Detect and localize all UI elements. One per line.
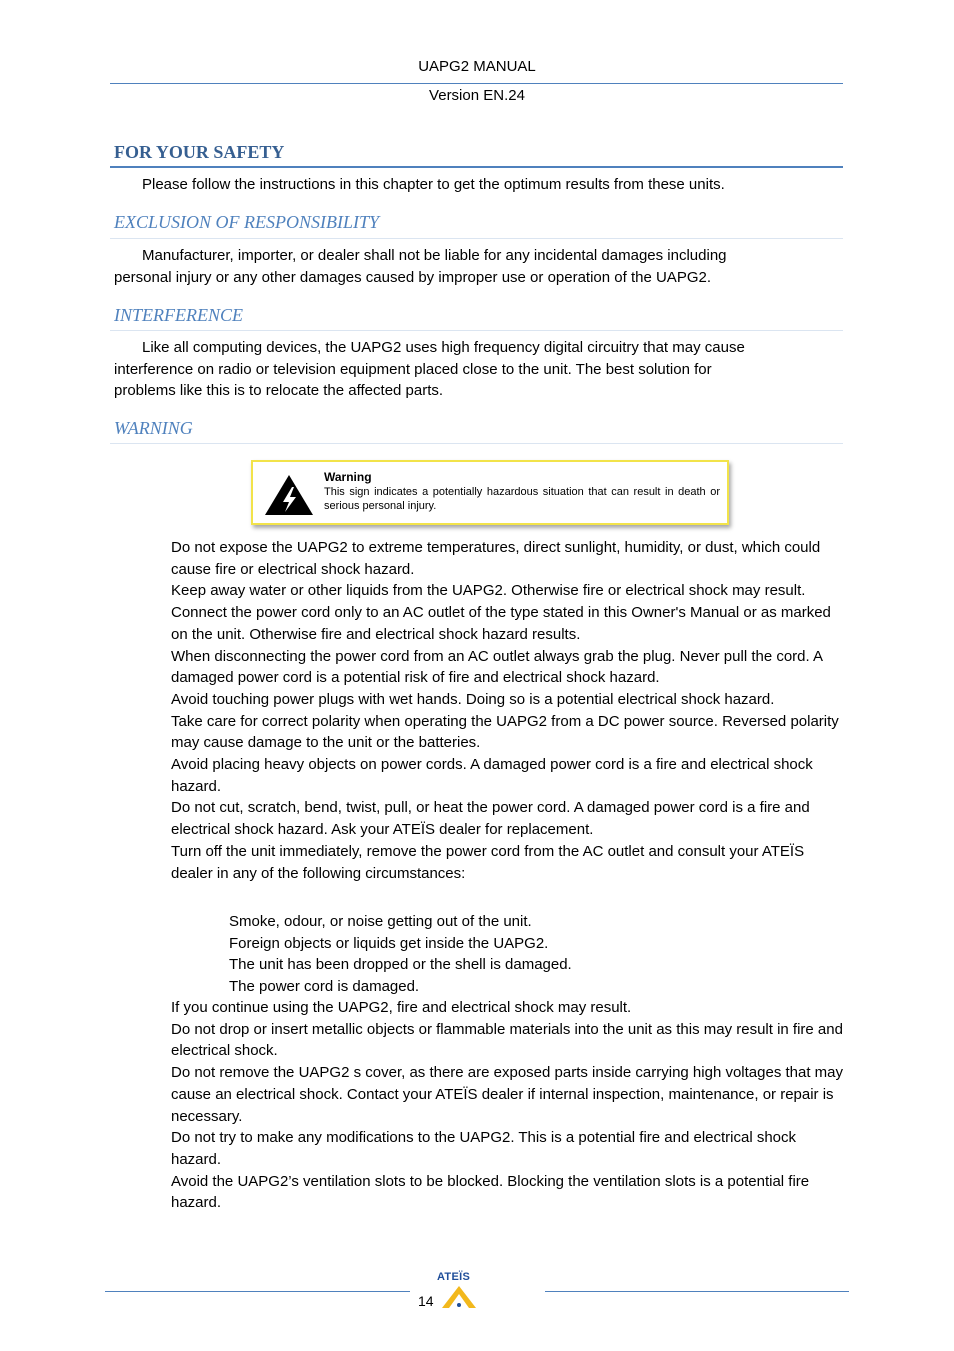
circumstances-list — [229, 911, 572, 997]
warning-list — [171, 537, 843, 884]
heading-rule — [110, 166, 843, 168]
list-item: Turn off the unit immediately, remove the power cord from the AC outlet and consult your ATEÏS dealer in any of the following circumstances: — [171, 842, 805, 882]
document-title: UAPG2 MANUAL — [418, 58, 536, 75]
list-item: Do not remove the UAPG2 s cover, as there are exposed parts inside carrying high voltages that may cause an electrical shock. Contact your ATEÏS dealer if internal inspection, maintenance, or repair is necessary. — [171, 1064, 844, 1125]
warning-list-continued — [171, 997, 843, 1214]
heading-rule — [110, 443, 843, 444]
electric-hazard-icon — [263, 473, 315, 517]
list-item: Do not expose the UAPG2 to extreme temperatures, direct sunlight, humidity, or dust, which could cause fire or electrical shock hazard. — [171, 539, 821, 578]
footer-rule-left — [105, 1291, 410, 1292]
heading-for-your-safety: FOR YOUR SAFETY — [114, 142, 285, 162]
list-item: The unit has been dropped or the shell is damaged. — [229, 956, 572, 973]
interference-paragraph: Like all computing devices, the UAPG2 uses high frequency digital circuitry that may cause interference on radio or television equipment placed close to the unit. The best solution for problems like this is to relocate the affected parts. — [114, 339, 745, 399]
heading-warning: WARNING — [114, 418, 193, 438]
list-item: Do not cut, scratch, bend, twist, pull, or heat the power cord. A damaged power cord is a fire and electrical shock hazard. Ask your ATEÏS dealer for replacement. — [171, 799, 810, 839]
list-item: Avoid placing heavy objects on power cords. A damaged power cord is a fire and electrical shock hazard. — [171, 756, 813, 795]
warning-box-title: Warning — [324, 470, 372, 484]
list-item: Do not try to make any modifications to the UAPG2. This is a potential fire and electrical shock hazard. — [171, 1129, 797, 1168]
safety-paragraph: Please follow the instructions in this chapter to get the optimum results from these units. — [142, 176, 725, 193]
list-item: Keep away water or other liquids from the UAPG2. Otherwise fire or electrical shock may result. — [171, 582, 806, 600]
header-rule — [110, 83, 843, 84]
list-item: Connect the power cord only to an AC outlet of the type stated in this Owner's Manual or as marked on the unit. Otherwise fire and electrical shock hazard results. — [171, 604, 831, 643]
heading-interference: INTERFERENCE — [114, 305, 243, 325]
list-item: Avoid touching power plugs with wet hands. Doing so is a potential electrical shock hazard. — [171, 690, 775, 708]
list-item: Avoid the UAPG2’s ventilation slots to be blocked. Blocking the ventilation slots is a potential fire hazard. — [171, 1172, 810, 1212]
warning-box-text: This sign indicates a potentially hazardous situation that can result in death or serious personal injury. — [324, 486, 720, 512]
footer-rule-right — [545, 1291, 849, 1292]
heading-exclusion-of-responsibility: EXCLUSION OF RESPONSIBILITY — [114, 212, 379, 232]
list-item: If you continue using the UAPG2, fire and electrical shock may result. — [171, 999, 632, 1016]
document-version: Version EN.24 — [429, 87, 525, 104]
list-item: Smoke, odour, or noise getting out of the unit. — [229, 913, 532, 930]
list-item: When disconnecting the power cord from an AC outlet always grab the plug. Never pull the cord. A damaged power cord is a potential risk of fire and electrical shock hazard. — [171, 647, 823, 687]
list-item: Foreign objects or liquids get inside the UAPG2. — [229, 934, 549, 952]
warning-sign-box — [251, 460, 729, 525]
list-item: Take care for correct polarity when operating the UAPG2 from a DC power source. Reversed polarity may cause damage to the unit or the batteries. — [171, 712, 839, 752]
ateis-logo-icon — [441, 1285, 477, 1309]
heading-rule — [110, 330, 843, 331]
heading-rule — [110, 238, 843, 239]
ateis-logo-text: ATEÏS — [437, 1271, 471, 1283]
list-item: The power cord is damaged. — [229, 977, 420, 995]
exclusion-paragraph: Manufacturer, importer, or dealer shall not be liable for any incidental damages including personal injury or any other damages caused by improper use or operation of the UAPG2. — [114, 247, 727, 286]
list-item: Do not drop or insert metallic objects or flammable materials into the unit as this may result in fire and electrical shock. — [171, 1020, 843, 1060]
page-number: 14 — [418, 1293, 434, 1309]
